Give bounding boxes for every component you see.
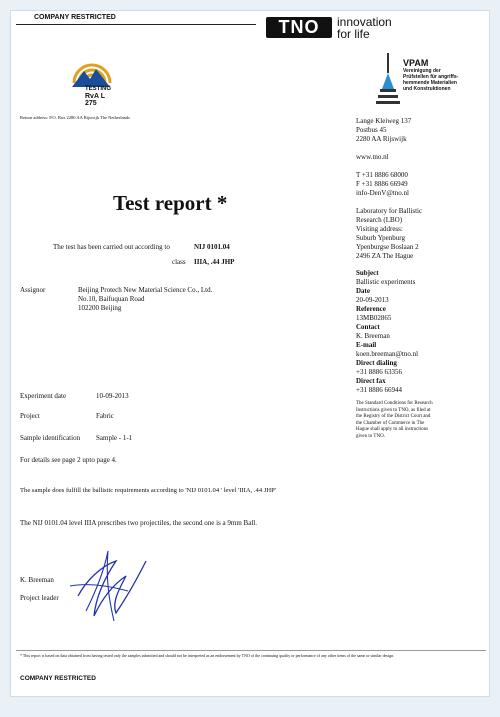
assignor-line: Beijing Protech New Material Science Co., Ltd. <box>78 286 213 294</box>
conditions-line: the Chamber of Commerce in The <box>356 420 425 426</box>
address-line: Postbus 45 <box>356 126 387 134</box>
fax: F +31 8886 66949 <box>356 180 408 188</box>
website: www.tno.nl <box>356 153 389 161</box>
handwritten-signature <box>56 541 151 626</box>
rva-number: RvA L 275 <box>85 93 105 107</box>
tno-logo <box>266 17 332 38</box>
assignor-line: 102200 Beijing <box>78 304 122 312</box>
lab-line: Laboratory for Ballistic <box>356 207 423 215</box>
email-label: E-mail <box>356 341 377 349</box>
reference-value: 13MB02865 <box>356 314 392 322</box>
conditions-line: Hague shall apply to all instructions <box>356 427 429 432</box>
lab-line: Visiting address: <box>356 225 403 233</box>
lab-line: Suburb Ypenburg <box>356 234 405 242</box>
assignor-label: Assignor <box>20 286 46 294</box>
experiment-date-label: Experiment date <box>20 392 67 400</box>
direct-fax-value: +31 8886 66944 <box>356 386 402 394</box>
header-rule <box>16 24 256 25</box>
tno-logo-text: TNO <box>278 17 320 37</box>
assignor-block <box>78 286 212 313</box>
assignor-line: No.10, Baifuquan Road <box>78 295 145 303</box>
conditions-line: given to TNO. <box>356 433 385 439</box>
experiment-date-value: 10-09-2013 <box>96 392 129 400</box>
class-label: class <box>172 258 186 266</box>
fulfill-statement: The sample does fulfill the ballistic requirements according to 'NIJ 0101.04 ' level 'IIIA, .44 JHP' <box>20 487 276 494</box>
vpam-line: hemmende Materialien <box>403 80 457 86</box>
direct-dialing-value: +31 8886 63356 <box>356 368 402 376</box>
subject-label: Subject <box>356 269 379 277</box>
lab-line: 2496 ZA The Hague <box>356 252 414 260</box>
company-restricted-footer: COMPANY RESTRICTED <box>20 675 96 682</box>
tagline-line-1: innovation <box>337 15 392 29</box>
tagline <box>337 16 392 40</box>
project-value: Fabric <box>96 412 114 420</box>
direct-dialing-label: Direct dialing <box>356 359 397 367</box>
direct-fax-label: Direct fax <box>356 377 386 385</box>
email: info-DenV@tno.nl <box>356 189 409 197</box>
carried-out-label: The test has been carried out according to <box>53 243 170 251</box>
reference-label: Reference <box>356 305 386 313</box>
email-value: koen.breeman@tno.nl <box>356 350 419 358</box>
vpam-line: Vereinigung der <box>403 68 441 74</box>
vpam-title: VPAM <box>403 58 429 68</box>
date-label: Date <box>356 287 370 295</box>
sample-value: Sample - 1-1 <box>96 434 133 442</box>
sample-label: Sample identification <box>20 434 81 442</box>
address-line: 2280 AA Rijswijk <box>356 135 407 143</box>
testing-label: TESTING <box>85 86 112 92</box>
page-title: Test report * <box>113 191 228 215</box>
contact-value: K. Breeman <box>356 332 390 340</box>
conditions-line: the Registry of the District Court and <box>356 414 431 419</box>
address-line: Lange Kleiweg 137 <box>356 117 412 125</box>
class-value: IIIA, .44 JHP <box>194 258 235 266</box>
vpam-line: und Konstruktionen <box>403 86 451 92</box>
conditions-line: The Standard Conditions for Research <box>356 401 433 406</box>
prescribes-statement: The NIJ 0101.04 level IIIA prescribes two projectiles, the second one is a 9mm Ball. <box>20 519 257 527</box>
signatory-name: K. Breeman <box>20 576 54 584</box>
footnote-rule <box>16 650 486 651</box>
document-page <box>10 10 490 697</box>
standard-value: NIJ 0101.04 <box>194 243 230 251</box>
subject-value: Ballistic experiments <box>356 278 416 286</box>
footnote: * This report is based on data obtained from having tested only the samples submitted and should not be interpreted as an endorsement by TNO of the continuing quality or performance of any other items of the same or similar design. <box>20 653 395 658</box>
company-restricted-header: COMPANY RESTRICTED <box>34 14 116 21</box>
sidebar <box>356 117 486 440</box>
lab-line: Ypenburgse Boslaan 2 <box>356 243 419 251</box>
return-address: Return address: P.O. Box 2280 AA Rijswijk The Netherlands <box>20 115 130 120</box>
date-value: 20-09-2013 <box>356 296 389 304</box>
signatory-role: Project leader <box>20 594 59 602</box>
testing-rva-logo <box>66 53 118 107</box>
phone: T +31 8886 68000 <box>356 171 408 179</box>
rva-emblem-icon <box>66 53 118 89</box>
tagline-line-2: for life <box>337 27 370 41</box>
vpam-emblem-icon <box>376 53 400 109</box>
contact-label: Contact <box>356 323 380 331</box>
vpam-text <box>403 58 458 92</box>
vpam-line: Prüfstellen für angriffs- <box>403 74 459 80</box>
conditions-line: Instructions given to TNO, as filed at <box>356 407 431 413</box>
project-label: Project <box>20 412 40 420</box>
lab-line: Research (LBO) <box>356 216 403 224</box>
details-note: For details see page 2 upto page 4. <box>20 456 117 464</box>
